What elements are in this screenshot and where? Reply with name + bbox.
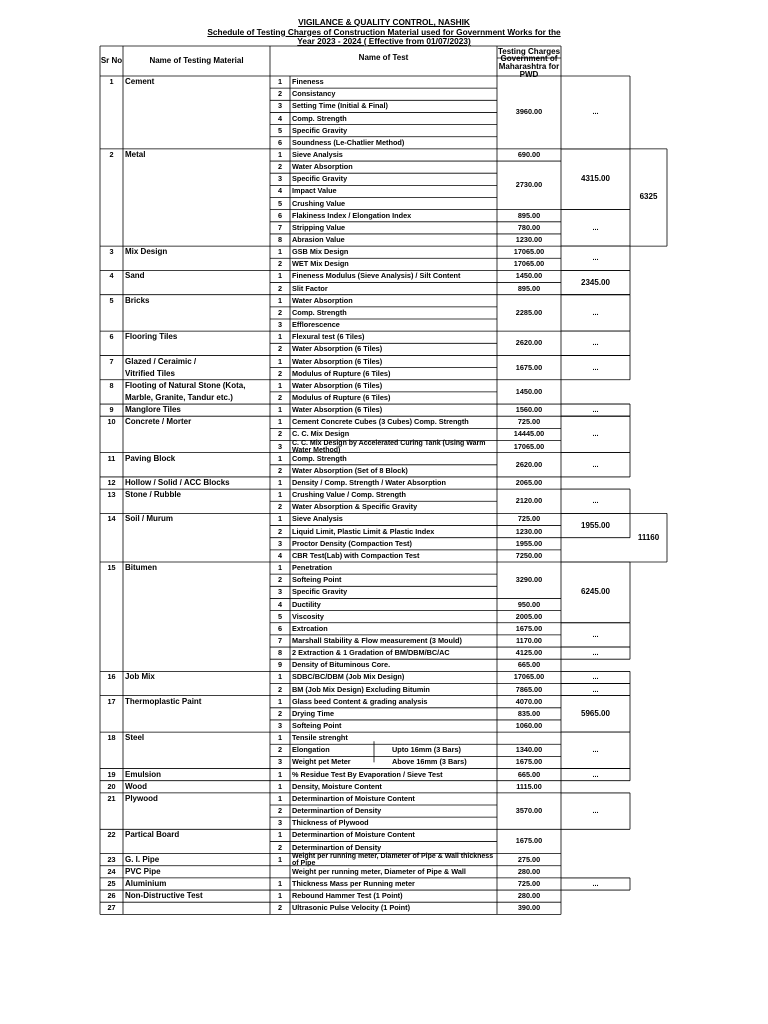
test-no-cell: 2 (277, 684, 283, 694)
test-no-cell: 4 (277, 113, 283, 123)
test-no-cell: 1 (277, 830, 283, 840)
test-no-cell: 2 (277, 259, 283, 269)
group-total: 4315.00 (581, 174, 610, 184)
test-no-cell: 5 (277, 125, 283, 135)
test-no-cell: 2 (277, 745, 283, 755)
sr-no-cell: 13 (107, 490, 116, 500)
steel-note-above: Above 16mm (3 Bars) (392, 757, 467, 767)
header-test: Name of Test (358, 53, 409, 62)
charge-value: 1675.00 (515, 623, 543, 633)
test-name: Extrcation (292, 623, 328, 633)
test-no-cell: 6 (277, 210, 283, 220)
sr-no-cell: 26 (107, 891, 116, 901)
test-name: Determinartion of Moisture Content (292, 793, 415, 803)
charge-value: 17065.00 (513, 259, 545, 269)
sr-no-cell: 8 (109, 380, 114, 390)
sr-no-cell: 12 (107, 478, 116, 487)
test-name: Penetration (292, 563, 333, 573)
sr-no-cell: 21 (107, 793, 116, 803)
charge-value: 835.00 (517, 708, 541, 718)
group-total: ... (592, 806, 599, 816)
test-no-cell: 1 (277, 793, 283, 803)
charge-value: 950.00 (517, 599, 541, 609)
test-name: Water Absorption (6 Tiles) (292, 344, 383, 354)
charge-value: 17065.00 (513, 672, 545, 682)
test-name: Sieve Analysis (292, 149, 343, 159)
test-no-cell: 8 (277, 648, 283, 658)
test-no-cell: 1 (277, 696, 283, 706)
sr-no-cell: 22 (107, 830, 116, 840)
test-no-cell: 1 (277, 271, 283, 281)
test-no-cell: 7 (277, 222, 283, 232)
merged-charge-value: 1675.00 (515, 836, 543, 846)
test-name: Ultrasonic Pulse Velocity (1 Point) (292, 903, 410, 913)
material-name: Vitrified Tiles (125, 368, 175, 378)
test-name: Water Absorption (292, 162, 353, 172)
test-name: GSB Mix Design (292, 247, 349, 257)
test-name: WET Mix Design (292, 259, 349, 269)
charge-value: 280.00 (517, 866, 541, 876)
charge-value: 665.00 (517, 769, 541, 779)
material-name: Emulsion (125, 769, 162, 779)
test-name: % Residue Test By Evaporation / Sieve Test (292, 769, 443, 779)
test-name: Efflorescence (292, 320, 340, 330)
test-no-cell: 2 (277, 575, 283, 585)
test-no-cell: 1 (277, 332, 283, 342)
test-name: Density of Bituminous Core. (292, 660, 391, 670)
test-name: Flakiness Index / Elongation Index (292, 210, 412, 220)
charge-value: 725.00 (517, 514, 541, 524)
grand-total: 6325 (639, 192, 658, 202)
group-total: 2345.00 (581, 277, 610, 287)
test-name: SDBC/BC/DBM (Job Mix Design) (292, 672, 405, 682)
material-name: Bitumen (125, 563, 157, 573)
merged-charge-value: 3570.00 (515, 806, 543, 816)
test-no-cell: 1 (277, 854, 283, 864)
charge-value: 4070.00 (515, 696, 543, 706)
test-no-cell: 1 (277, 733, 283, 743)
test-name: Density / Comp. Strength / Water Absorption (292, 478, 446, 487)
test-no-cell: 1 (277, 380, 283, 390)
charge-value: 4125.00 (515, 648, 543, 658)
charge-value: 1060.00 (515, 721, 543, 730)
test-name: Fineness Modulus (Sieve Analysis) / Silt Content (292, 271, 461, 281)
material-name: Flooting of Natural Stone (Kota, (125, 380, 246, 390)
test-no-cell: 2 (277, 162, 283, 172)
test-no-cell: 1 (277, 356, 283, 366)
sr-no-cell: 18 (107, 733, 116, 743)
test-name: Liquid Limit, Plastic Limit & Plastic Index (292, 526, 435, 536)
test-name: Crushing Value (292, 198, 346, 208)
group-total: ... (592, 672, 599, 682)
charge-value: 280.00 (517, 891, 541, 901)
merged-charge-value: 2620.00 (515, 459, 543, 469)
header-government: Government of Maharashtra for PWD (498, 54, 560, 79)
charge-value: 690.00 (517, 149, 541, 159)
test-no-cell: 5 (277, 198, 283, 208)
grand-total: 11160 (637, 532, 660, 542)
merged-charge-value: 2620.00 (515, 338, 543, 348)
test-name: Glass beed Content & grading analysis (292, 696, 428, 706)
test-no-cell: 3 (277, 757, 283, 767)
test-no-cell: 2 (277, 903, 283, 913)
test-name: Proctor Density (Compaction Test) (292, 538, 412, 548)
test-no-cell: 1 (277, 247, 283, 257)
test-name: Stripping Value (292, 222, 346, 232)
header-sr-no: Sr No (100, 56, 123, 65)
test-no-cell: 1 (277, 149, 283, 159)
test-no-cell: 1 (277, 769, 283, 779)
test-no-cell: 1 (277, 490, 283, 500)
test-no-cell: 3 (277, 320, 283, 330)
test-no-cell: 1 (277, 77, 283, 87)
charge-value: 1560.00 (515, 405, 543, 415)
test-name: Sieve Analysis (292, 514, 343, 524)
test-no-cell: 3 (277, 587, 283, 597)
test-name: Softeing Point (292, 721, 342, 730)
test-name: Determinartion of Density (292, 806, 382, 816)
charge-value: 1340.00 (515, 745, 543, 755)
test-no-cell: 3 (277, 721, 283, 730)
test-name: Softeing Point (292, 575, 342, 585)
material-name: Aluminium (125, 878, 167, 888)
merged-charge-value: 1675.00 (515, 362, 543, 372)
test-no-cell: 2 (277, 283, 283, 293)
charge-value: 725.00 (517, 878, 541, 888)
test-name: Ductility (292, 599, 321, 609)
test-no-cell: 2 (277, 502, 283, 512)
material-name: Soil / Murum (125, 514, 173, 524)
test-name: Soundness (Le-Chatlier Method) (292, 137, 405, 147)
group-total: ... (592, 745, 599, 755)
test-name: C. C. Mix Design (292, 429, 350, 439)
charge-value: 390.00 (517, 903, 541, 913)
test-no-cell: 1 (277, 878, 283, 888)
test-name: Elongation (292, 745, 330, 755)
material-name: Job Mix (125, 672, 155, 682)
sr-no-cell: 23 (107, 854, 116, 864)
test-no-cell: 2 (277, 368, 283, 378)
test-no-cell: 5 (277, 611, 283, 621)
test-no-cell: 1 (277, 891, 283, 901)
test-no-cell: 2 (277, 344, 283, 354)
charge-value: 725.00 (517, 417, 541, 427)
charge-value: 7250.00 (515, 550, 543, 560)
test-no-cell: 2 (277, 465, 283, 475)
test-name: 2 Extraction & 1 Gradation of BM/DBM/BC/AC (292, 648, 450, 658)
test-no-cell: 2 (277, 806, 283, 816)
test-no-cell: 1 (277, 453, 283, 463)
merged-charge-value: 2730.00 (515, 180, 543, 190)
material-name: Wood (125, 781, 148, 791)
test-no-cell: 1 (277, 514, 283, 524)
material-name: Thermoplastic Paint (125, 696, 202, 706)
sr-no-cell: 20 (107, 781, 116, 791)
test-no-cell: 4 (277, 599, 283, 609)
test-no-cell: 3 (277, 818, 283, 828)
test-name: C. C. Mix Design by Accelerated Curing Tank (Using Warm Water Method) (292, 439, 486, 454)
test-no-cell: 1 (277, 563, 283, 573)
group-total: ... (592, 405, 599, 415)
test-no-cell: 1 (277, 295, 283, 305)
material-name: Glazed / Ceraimic / (125, 356, 197, 366)
charge-value: 1230.00 (515, 526, 543, 536)
header-year: Year 2023 - 2024 ( Effective from 01/07/2023) (297, 36, 471, 46)
test-no-cell: 1 (277, 417, 283, 427)
group-total: ... (592, 107, 599, 117)
sr-no-cell: 16 (107, 672, 116, 682)
test-name: Thickness Mass per Running meter (292, 878, 415, 888)
material-name: Steel (125, 733, 145, 743)
sr-no-cell: 7 (109, 356, 114, 366)
sr-no-cell: 24 (107, 866, 116, 876)
test-no-cell: 3 (277, 174, 283, 184)
sr-no-cell: 10 (107, 417, 116, 427)
test-name: Water Absorption (6 Tiles) (292, 405, 383, 415)
group-total: 1955.00 (581, 520, 610, 530)
charge-value: 1675.00 (515, 757, 543, 767)
test-no-cell: 2 (277, 392, 283, 402)
test-no-cell: 3 (277, 101, 283, 111)
material-name: Partical Board (125, 830, 180, 840)
sr-no-cell: 5 (109, 295, 114, 305)
charge-value: 1115.00 (516, 781, 542, 791)
test-name: Determinartion of Density (292, 842, 382, 852)
group-total: ... (592, 222, 599, 232)
material-name: Flooring Tiles (125, 332, 178, 342)
test-no-cell: 2 (277, 526, 283, 536)
group-total: 6245.00 (581, 587, 610, 597)
merged-charge-value: 3290.00 (515, 575, 543, 585)
merged-charge-value: 3960.00 (515, 107, 543, 117)
test-no-cell: 2 (277, 429, 283, 439)
test-name: Consistancy (292, 89, 336, 99)
test-no-cell: 1 (277, 672, 283, 682)
test-name: Impact Value (292, 186, 337, 196)
header-subtitle: Schedule of Testing Charges of Construction Material used for Government Works for the (207, 26, 561, 37)
test-name: Specific Gravity (292, 587, 348, 597)
test-name: Tensile strenght (292, 733, 348, 743)
test-name: Abrasion Value (292, 235, 345, 244)
charge-value: 2005.00 (515, 611, 543, 621)
sr-no-cell: 2 (109, 149, 114, 159)
charge-value: 17065.00 (513, 441, 545, 451)
sr-no-cell: 9 (109, 405, 114, 415)
merged-charge-value: 1450.00 (515, 386, 543, 396)
group-total: ... (592, 459, 599, 469)
test-name: Water Absorption (6 Tiles) (292, 380, 383, 390)
sr-no-cell: 1 (109, 77, 114, 87)
test-name: Rebound Hammer Test (1 Point) (292, 891, 403, 901)
charge-value: 14445.00 (513, 429, 545, 439)
test-name: Marshall Stability & Flow measurement (3 Mould) (292, 635, 462, 645)
test-name: Weight pet Meter (292, 757, 351, 767)
test-name: Setting Time (Initial & Final) (292, 101, 388, 111)
charge-value: 1955.00 (515, 538, 543, 548)
material-name: Plywood (125, 793, 158, 803)
charge-value: 7865.00 (515, 684, 543, 694)
header-material: Name of Testing Material (149, 56, 244, 65)
test-no-cell: 2 (277, 89, 283, 99)
test-name: Crushing Value / Comp. Strength (292, 490, 406, 500)
sr-no-cell: 4 (109, 271, 114, 281)
charge-value: 17065.00 (513, 247, 545, 257)
material-name: Concrete / Morter (125, 417, 192, 427)
sr-no-cell: 25 (107, 878, 116, 888)
header-title: VIGILANCE & QUALITY CONTROL, NASHIK (298, 17, 470, 27)
material-name: Non-Distructive Test (125, 891, 203, 901)
charge-value: 780.00 (517, 222, 541, 232)
merged-charge-value: 2120.00 (515, 496, 543, 506)
test-no-cell: 2 (277, 708, 283, 718)
group-total: ... (592, 684, 599, 694)
material-name: Paving Block (125, 453, 176, 463)
sr-no-cell: 6 (109, 332, 114, 342)
test-no-cell: 3 (277, 538, 283, 548)
test-name: Thickness of Plywood (292, 818, 369, 828)
header-testing-charges: Testing Charges (497, 47, 561, 56)
charge-value: 275.00 (517, 854, 541, 864)
test-name: Modulus of Rupture (6 Tiles) (292, 392, 391, 402)
charge-value: 2065.00 (515, 478, 543, 487)
group-total: ... (592, 307, 599, 317)
group-total: 5965.00 (581, 708, 610, 718)
test-name: Specific Gravity (292, 125, 348, 135)
steel-note-upto: Upto 16mm (3 Bars) (392, 745, 461, 755)
test-name: Water Absorption (6 Tiles) (292, 356, 383, 366)
test-no-cell: 9 (277, 660, 283, 670)
test-name: Weight per running meter, Diameter of Pipe & Wall (292, 866, 466, 876)
test-name: Cement Concrete Cubes (3 Cubes) Comp. Strength (292, 417, 469, 427)
sr-no-cell: 19 (107, 769, 116, 779)
test-no-cell: 7 (277, 635, 283, 645)
sr-no-cell: 14 (107, 514, 116, 524)
group-total: ... (592, 878, 599, 888)
group-total: ... (592, 362, 599, 372)
test-no-cell: 4 (277, 550, 283, 560)
test-name: Drying Time (292, 708, 335, 718)
sr-no-cell: 3 (109, 247, 114, 257)
test-no-cell: 2 (277, 842, 283, 852)
test-no-cell: 3 (277, 441, 283, 451)
test-name: Fineness (292, 77, 324, 87)
test-name: Comp. Strength (292, 307, 347, 317)
material-name: Mix Design (125, 247, 168, 257)
charge-value: 1170.00 (516, 635, 542, 645)
test-name: Water Absorption (Set of 8 Block) (292, 465, 408, 475)
test-name: Viscosity (292, 611, 324, 621)
test-name: Comp. Strength (292, 453, 347, 463)
charge-value: 665.00 (517, 660, 541, 670)
group-total: ... (592, 769, 599, 779)
test-name: Weight per running meter, Diameter of Pipe & Wall thickness of Pipe (292, 852, 494, 867)
material-name: G. I. Pipe (125, 854, 160, 864)
test-no-cell: 2 (277, 307, 283, 317)
material-name: Cement (125, 77, 155, 87)
charge-value: 1450.00 (515, 271, 543, 281)
test-no-cell: 6 (277, 137, 283, 147)
charge-value: 895.00 (517, 283, 541, 293)
charge-value: 1230.00 (515, 235, 543, 244)
test-no-cell: 1 (277, 405, 283, 415)
material-name: PVC Pipe (125, 866, 161, 876)
test-name: BM (Job Mix Design) Excluding Bitumin (292, 684, 430, 694)
test-name: Modulus of Rupture (6 Tiles) (292, 368, 391, 378)
group-total: ... (592, 629, 599, 639)
group-total: ... (592, 496, 599, 506)
test-no-cell: 4 (277, 186, 283, 196)
test-name: Comp. Strength (292, 113, 347, 123)
test-name: Water Absorption & Specific Gravity (292, 502, 418, 512)
charge-value: 895.00 (517, 210, 541, 220)
test-no-cell: 6 (277, 623, 283, 633)
sr-no-cell: 17 (107, 696, 116, 706)
test-name: Determinartion of Moisture Content (292, 830, 415, 840)
test-name: CBR Test(Lab) with Compaction Test (292, 550, 420, 560)
material-name: Stone / Rubble (125, 490, 181, 500)
test-no-cell: 1 (277, 478, 283, 487)
group-total: ... (592, 648, 599, 658)
material-name: Sand (125, 271, 145, 281)
material-name: Marble, Granite, Tandur etc.) (125, 392, 233, 402)
test-name: Density, Moisture Content (292, 781, 382, 791)
material-name: Metal (125, 149, 146, 159)
group-total: ... (592, 253, 599, 263)
material-name: Hollow / Solid / ACC Blocks (125, 478, 230, 487)
test-name: Water Absorption (292, 295, 353, 305)
test-no-cell: 8 (277, 235, 283, 244)
group-total: ... (592, 429, 599, 439)
test-no-cell: 1 (277, 781, 283, 791)
material-name: Bricks (125, 295, 150, 305)
sr-no-cell: 11 (107, 453, 116, 463)
material-name: Manglore Tiles (125, 405, 181, 415)
sr-no-cell: 15 (107, 563, 116, 573)
test-name: Specific Gravity (292, 174, 348, 184)
test-name: Slit Factor (292, 283, 328, 293)
merged-charge-value: 2285.00 (515, 307, 543, 317)
sr-no-cell: 27 (107, 903, 116, 913)
group-total: ... (592, 338, 599, 348)
test-name: Flexural test (6 Tiles) (292, 332, 365, 342)
